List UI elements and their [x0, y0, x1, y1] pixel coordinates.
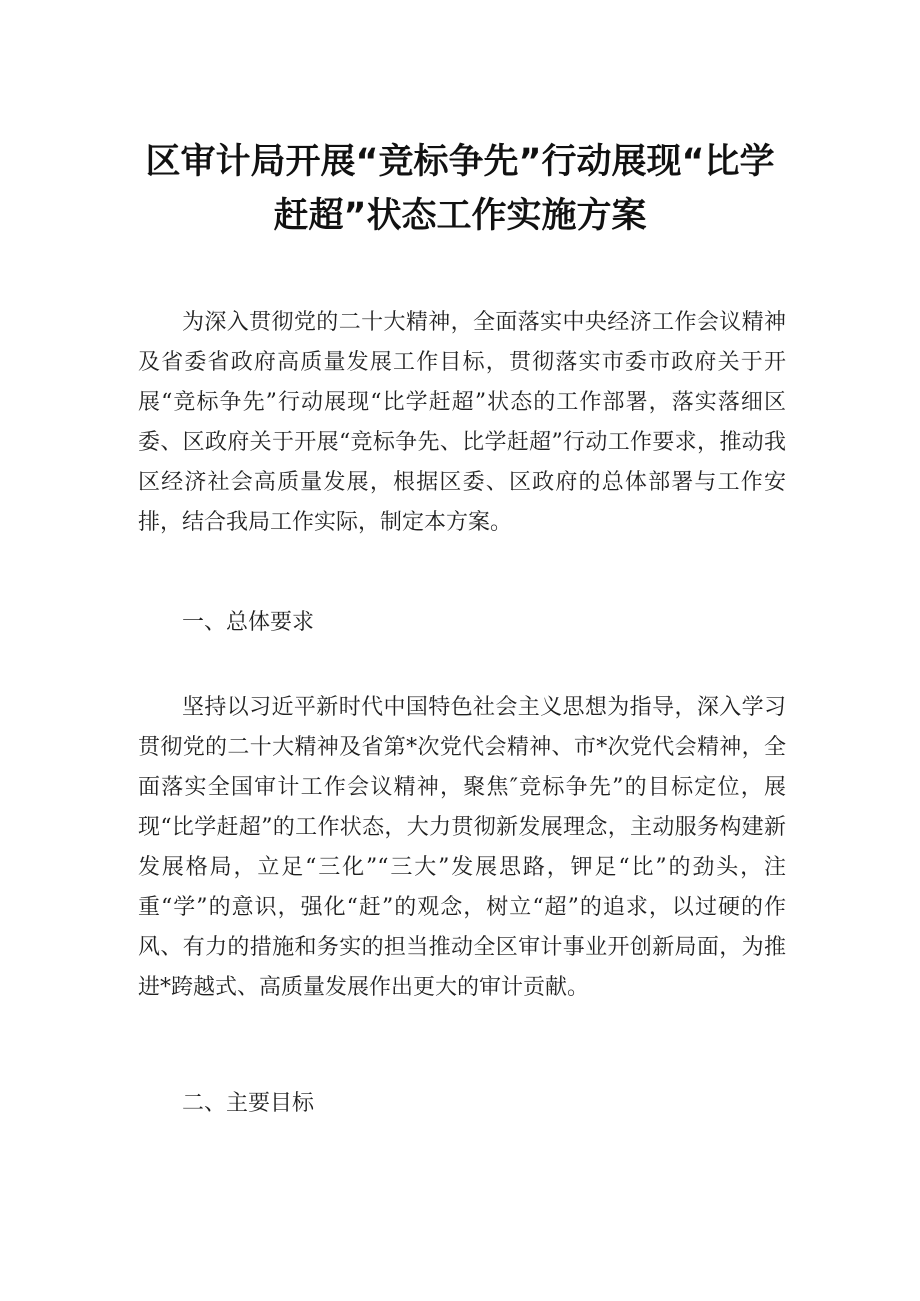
section-2-heading: 二、主要目标 [182, 1091, 315, 1116]
section-1-paragraph: 坚持以习近平新时代中国特色社会主义思想为指导，深入学习贯彻党的二十大精神及省第*次党代会精神、市*次党代会精神，全面落实全国审计工作会议精神，聚焦″竞标争先”的目标定位，展现“比学赶超”的工作状态，大力贯彻新发展理念，主动服务构建新发展格局，立足“三化”“三大”发展思路，钾足“比”的劲头，注重“学”的意识，强化“赶”的观念，树立“超”的追求，以过硬的作风、有力的措施和务实的担当推动全区审计事业开创新局面，为推进*跨越式、高质量发展作出更大的审计贡献。 [138, 695, 786, 1000]
intro-paragraph: 为深入贯彻党的二十大精神，全面落实中央经济工作会议精神及省委省政府高质量发展工作目标，贯彻落实市委市政府关于开展“竞标争先”行动展现“比学赶超”状态的工作部署，落实落细区委、区政府关于开展“竞标争先、比学赶超”行动工作要求，推动我区经济社会高质量发展，根据区委、区政府的总体部署与工作安排，结合我局工作实际，制定本方案。 [138, 310, 786, 535]
title-line-2: 赶超”状态工作实施方案 [273, 196, 647, 237]
title-line-1: 区审计局开展“竞标争先”行动展现“比学 [145, 142, 775, 183]
document-title [120, 135, 800, 243]
section-1-heading: 一、总体要求 [182, 610, 315, 635]
